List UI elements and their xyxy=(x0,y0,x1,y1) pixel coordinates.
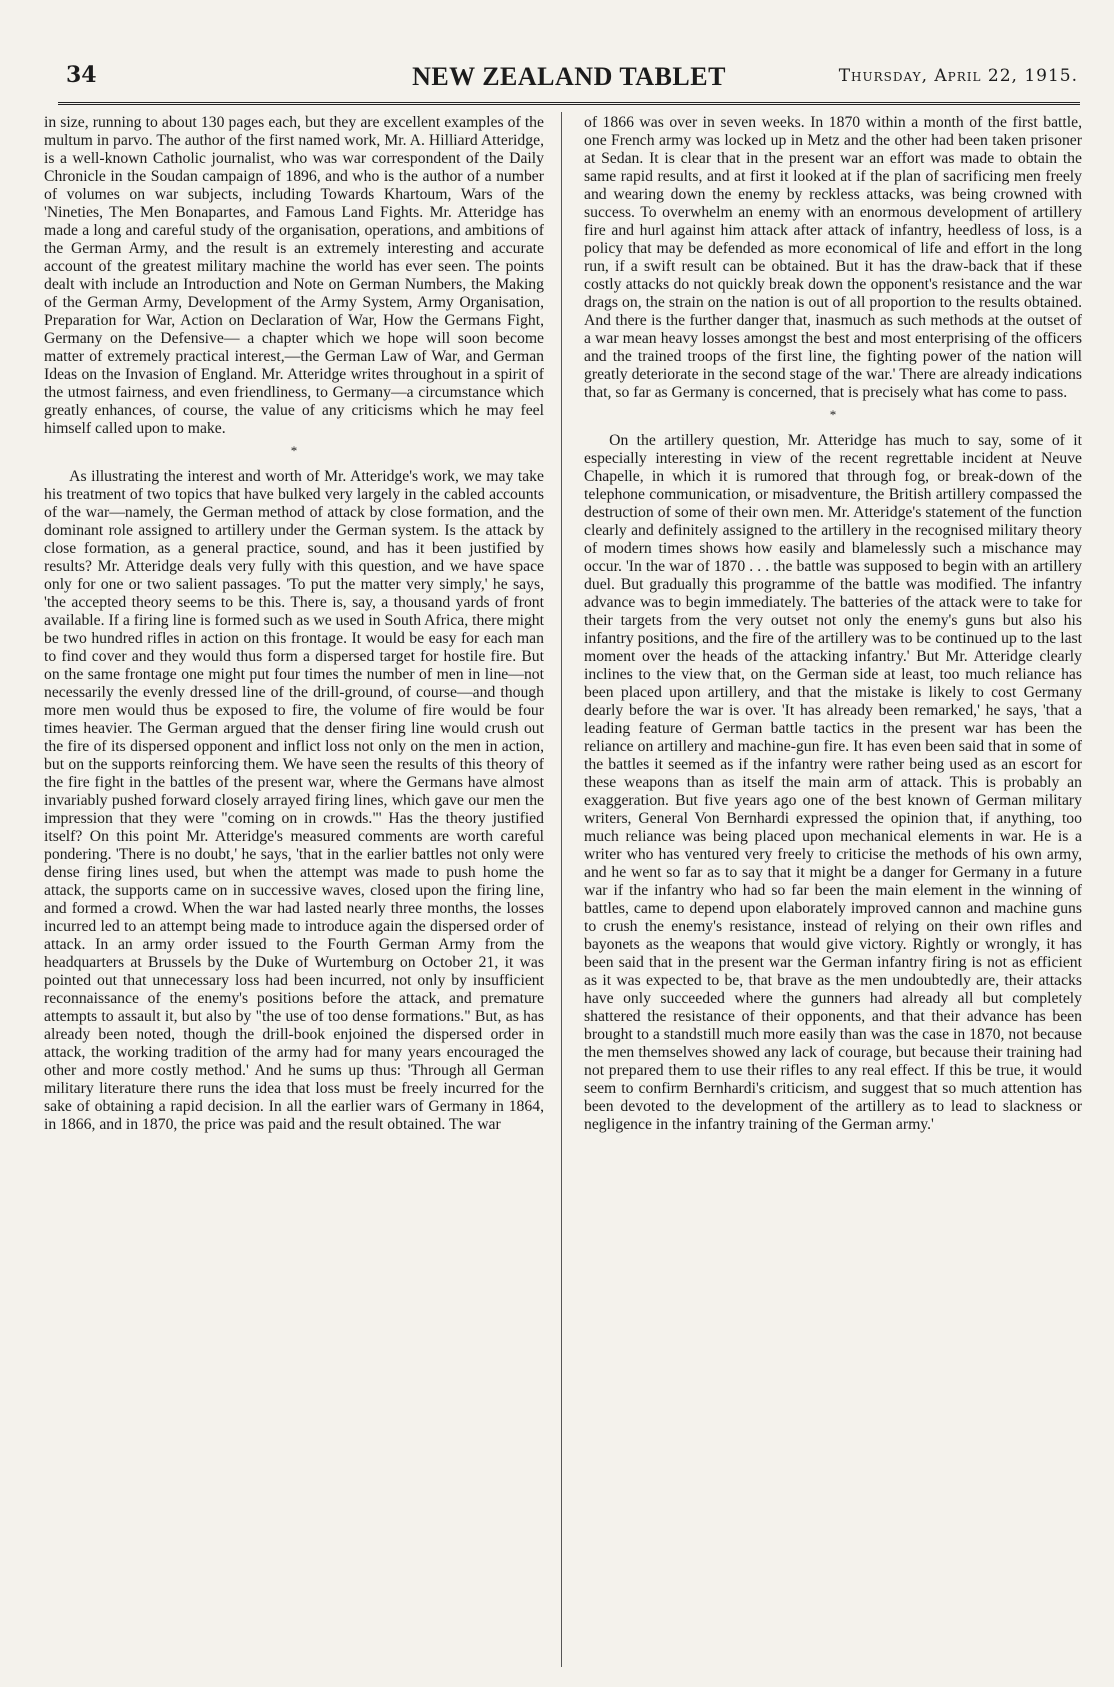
right-paragraph-1: of 1866 was over in seven weeks. In 1870 within a month of the first battle, one French army was locked up in Metz and the other had been taken prisoner at Sedan. It is clear that in the present war an effort was made to obtain the same rapid results, and at first it looked at if the plan of sacrificing men freely and wearing down the enemy by reckless attacks, was being crowned with success. To overwhelm an enemy with an enormous development of artillery fire and hurl against him attack after attack of infantry, heedless of loss, is a policy that may be defended as more economical of life and effort in the long run, if a swift result can be obtained. But it has the draw-back that if these costly attacks do not quickly break down the opponent's resistance and the war drags on, the strain on the nation is out of all proportion to the results obtained. And there is the further danger that, inasmuch as such methods at the outset of a war mean heavy losses amongst the best and most enterprising of the officers and the trained troops of the first line, the fighting power of the nation will greatly deteriorate in the second stage of the war.' There are already indications that, so far as Germany is concerned, that is precisely what has come to pass. xyxy=(584,114,1082,401)
masthead: NEW ZEALAND TABLET xyxy=(412,62,726,91)
left-paragraph-2: As illustrating the interest and worth of Mr. Atteridge's work, we may take his treatment of two topics that have bulked very largely in the cabled accounts of the war—namely, the German method of attack by close formation, and the dominant role assigned to artillery under the German system. Is the attack by close formation, as a general practice, sound, and has it been justified by results? Mr. Atteridge deals very fully with this question, and we have space only for one or two salient passages. 'To put the matter very simply,' he says, 'the accepted theory seems to be this. There is, say, a thousand yards of front available. If a firing line is formed such as we used in South Africa, there might be two hundred rifles in action on this frontage. It would be easy for each man to find cover and they would thus form a dispersed target for hostile fire. But on the same frontage one might put four times the number of men in line—not necessarily the evenly dressed line of the drill-ground, of course—and though more men would thus be exposed to fire, the volume of fire would be four times heavier. The German argued that the denser firing line would crush out the fire of its dispersed opponent and inflict loss not only on the men in action, but on the supports reinforcing them. We have seen the results of this theory of the fire fight in the battles of the present war, where the Germans have almost invariably pushed forward closely arrayed firing lines, which gave our men the impression that they were "coming on in crowds."' Has the theory justified itself? On this point Mr. Atteridge's measured comments are worth careful pondering. 'There is no doubt,' he says, 'that in the earlier battles not only were dense firing lines used, but when the attempt was made to push home the attack, the supports came on in successive waves, closed upon the firing line, and formed a crowd. When the war had lasted nearly three months, the losses incurred led to an attempt being made to introduce again the dispersed order of attack. In an army order issued to the Fourth German Army from the headquarters at Brussels by the Duke of Wurtemburg on October 21, it was pointed out that unnecessary loss had been incurred, not only by insufficient reconnaissance of the enemy's positions before the attack, and premature attempts to assault it, but also by "the use of too dense formations." But, as has already been noted, though the drill-book enjoined the dispersed order in attack, the working tradition of the army had for many years encouraged the other and more costly method.' And he sums up thus: 'Through all German military literature there runs the idea that loss must be freely incurred for the sake of obtaining a rapid decision. In all the earlier wars of Germany in 1864, in 1866, and in 1870, the price was paid and the result obtained. The war xyxy=(44,468,544,1133)
section-separator: * xyxy=(829,407,837,422)
page-number: 34 xyxy=(66,62,97,88)
section-separator: * xyxy=(290,443,298,458)
right-column xyxy=(584,114,1082,1674)
left-paragraph-1: in size, running to about 130 pages each, but they are excellent examples of the multum in parvo. The author of the first named work, Mr. A. Hilliard Atteridge, is a well-known Catholic journalist, who was war correspondent of the Daily Chronicle in the Soudan campaign of 1896, and who is the author of a number of volumes on war subjects, including Towards Khartoum, Wars of the 'Nineties, The Men Bonapartes, and Famous Land Fights. Mr. Atteridge has made a long and careful study of the organisation, operations, and ambitions of the German Army, and the result is an extremely interesting and accurate account of the greatest military machine the world has ever seen. The points dealt with include an Introduction and Note on German Numbers, the Making of the German Army, Development of the Army System, Army Organisation, Preparation for War, Action on Declaration of War, How the Germans Fight, Germany on the Defensive— a chapter which we hope will soon become matter of extremely practical interest,—the German Law of War, and German Ideas on the Invasion of England. Mr. Atteridge writes throughout in a spirit of the utmost fairness, and even friendliness, to Germany—a circumstance which greatly enhances, of course, the value of any criticisms which he may feel himself called upon to make. xyxy=(44,114,544,437)
column-divider xyxy=(561,112,562,1667)
issue-date: Thursday, April 22, 1915. xyxy=(838,66,1078,86)
right-paragraph-2: On the artillery question, Mr. Atteridge has much to say, some of it especially interesting in view of the recent regrettable incident at Neuve Chapelle, in which it is rumored that through fog, or break-down of the telephone communication, or misadventure, the British artillery compassed the destruction of some of their own men. Mr. Atteridge's statement of the function clearly and definitely assigned to the artillery in the recognised military theory of modern times shows how easily and blamelessly such a mischance may occur. 'In the war of 1870 . . . the battle was supposed to begin with an artillery duel. But gradually this programme of the battle was modified. The infantry advance was to begin immediately. The batteries of the attack were to take for their targets from the very outset not only the enemy's guns but also his infantry positions, and the fire of the artillery was to be continued up to the last moment over the heads of the attacking infantry.' But Mr. Atteridge clearly inclines to the view that, on the German side at least, too much reliance has been placed upon artillery, and that the mistake is likely to cost Germany dearly before the war is over. 'It has already been remarked,' he says, 'that a leading feature of German battle tactics in the present war has been the reliance on artillery and machine-gun fire. It has even been said that in some of the battles it seemed as if the infantry were rather being used as an escort for these weapons than as itself the main arm of attack. This is probably an exaggeration. But five years ago one of the best known of German military writers, General Von Bernhardi expressed the opinion that, if anything, too much reliance was being placed upon mechanical elements in war. He is a writer who has ventured very freely to criticise the methods of his own army, and he went so far as to say that it might be a danger for Germany in a future war if the infantry who had so far been the main element in the winning of battles, came to depend upon elaborately improved cannon and machine guns to crush the enemy's resistance, instead of relying on their own rifles and bayonets as the weapons that would give victory. Rightly or wrongly, it has been said that in the present war the German infantry firing is not as efficient as it was expected to be, that brave as the men undoubtedly are, their attacks have only succeeded where the gunners had already all but completely shattered the resistance of their opponents, and that their advance has been brought to a standstill much more easily than was the case in 1870, not because the men themselves showed any lack of courage, but because their training had not prepared them to use their rifles to any real effect. If this be true, it would seem to confirm Bernhardi's criticism, and suggest that so much attention has been devoted to the development of the artillery as to lead to slackness or negligence in the infantry training of the German army.' xyxy=(584,432,1082,1133)
page-header xyxy=(58,62,1080,105)
left-column xyxy=(44,114,544,1674)
